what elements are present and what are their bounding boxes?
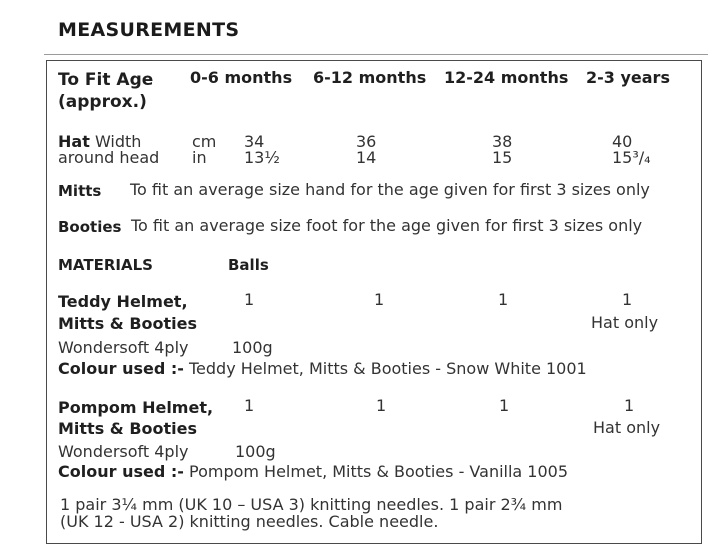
pompom-yarn: Wondersoft 4ply <box>58 442 189 461</box>
mitts-text: To fit an average size hand for the age given for first 3 sizes only <box>130 180 650 199</box>
pompom-balls-4: 1 <box>624 396 635 415</box>
unit-in: in <box>192 148 207 167</box>
size-header-4: 2-3 years <box>586 68 670 87</box>
unit-cm: cm <box>192 132 217 151</box>
teddy-hat-only: Hat only <box>591 313 659 332</box>
teddy-balls-2: 1 <box>374 290 385 309</box>
teddy-balls-3: 1 <box>498 290 509 309</box>
pompom-balls-2: 1 <box>376 396 387 415</box>
teddy-colour-text: Teddy Helmet, Mitts & Booties - Snow White 1001 <box>188 359 587 378</box>
pompom-weight: 100g <box>235 442 276 461</box>
hat-cm-2: 36 <box>356 132 377 151</box>
hat-in-3: 15 <box>492 148 513 167</box>
teddy-name-line2: Mitts & Booties <box>58 314 198 333</box>
hat-around-head-label: around head <box>58 148 160 167</box>
mitts-label: Mitts <box>58 182 102 200</box>
pompom-name-line1: Pompom Helmet, <box>58 398 214 417</box>
hat-width-text: Width <box>94 132 142 151</box>
needles-line1: 1 pair 3¼ mm (UK 10 – USA 3) knitting needles. 1 pair 2¾ mm <box>60 495 563 514</box>
size-header-1: 0-6 months <box>190 68 293 87</box>
teddy-balls-4: 1 <box>622 290 633 309</box>
materials-heading: MATERIALS <box>58 256 153 274</box>
hat-in-1: 13½ <box>244 148 280 167</box>
balls-label: Balls <box>228 256 269 274</box>
hat-label: Hat <box>58 132 90 151</box>
teddy-weight: 100g <box>232 338 273 357</box>
teddy-name-line1: Teddy Helmet, <box>58 292 188 311</box>
fit-age-approx-label: (approx.) <box>58 92 147 112</box>
pompom-colour-label: Colour used :- <box>58 462 184 481</box>
hat-cm-1: 34 <box>244 132 265 151</box>
page-title: MEASUREMENTS <box>58 19 240 41</box>
hat-in-4: 15³/₄ <box>612 148 651 167</box>
needles-line2: (UK 12 - USA 2) knitting needles. Cable needle. <box>60 512 439 531</box>
hat-cm-4: 40 <box>612 132 633 151</box>
pompom-balls-1: 1 <box>244 396 255 415</box>
pompom-colour-line <box>58 464 568 480</box>
pompom-balls-3: 1 <box>499 396 510 415</box>
booties-text: To fit an average size foot for the age given for first 3 sizes only <box>131 216 643 235</box>
teddy-colour-label: Colour used :- <box>58 359 184 378</box>
teddy-colour-line <box>58 361 587 377</box>
title-divider <box>44 54 708 55</box>
hat-cm-3: 38 <box>492 132 513 151</box>
fit-age-label: To Fit Age <box>58 70 154 90</box>
pompom-hat-only: Hat only <box>593 418 661 437</box>
teddy-balls-1: 1 <box>244 290 255 309</box>
pompom-name-line2: Mitts & Booties <box>58 419 198 438</box>
size-header-2: 6-12 months <box>313 68 427 87</box>
teddy-yarn: Wondersoft 4ply <box>58 338 189 357</box>
booties-label: Booties <box>58 218 122 236</box>
pompom-colour-text: Pompom Helmet, Mitts & Booties - Vanilla 1005 <box>188 462 569 481</box>
hat-in-2: 14 <box>356 148 377 167</box>
size-header-3: 12-24 months <box>444 68 569 87</box>
